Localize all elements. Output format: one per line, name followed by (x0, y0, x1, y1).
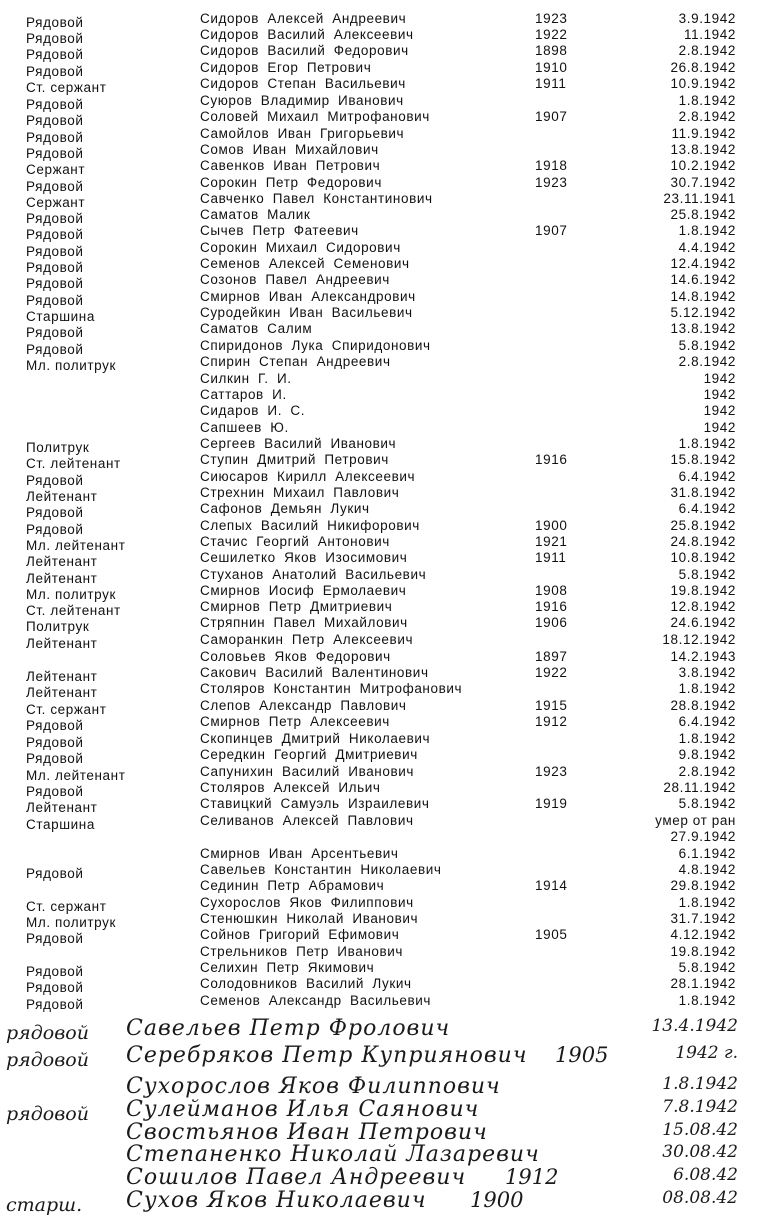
record-year: 1923 (535, 764, 568, 779)
record-name: Сычев Петр Фатеевич (200, 223, 359, 238)
record-row (0, 944, 760, 960)
record-rank: Лейтенант (26, 489, 98, 504)
record-name: Семенов Алексей Семенович (200, 256, 410, 271)
record-row (0, 289, 760, 308)
record-name: Слепых Василий Никифорович (200, 518, 420, 533)
record-rank: Рядовой (26, 260, 84, 275)
record-year: 1922 (535, 665, 568, 680)
record-date: 1.8.1942 (678, 93, 736, 108)
record-name: Сидоров Степан Васильевич (200, 76, 406, 91)
record-name: Сидоров Алексей Андреевич (200, 11, 407, 26)
record-row (0, 813, 760, 832)
handwritten-name: Степаненко Николай Лазаревич (126, 1142, 540, 1167)
record-rank: Политрук (26, 440, 90, 455)
record-date: 30.7.1942 (670, 175, 736, 190)
record-rank: Рядовой (26, 64, 84, 79)
record-row (0, 878, 760, 894)
record-name: Савельев Константин Николаевич (200, 862, 442, 877)
record-name: Ставицкий Самуэль Израилевич (200, 796, 430, 811)
record-date: 25.8.1942 (670, 207, 736, 222)
record-rank: Рядовой (26, 227, 84, 242)
handwritten-name: Сухорослов Яков Филиппович (126, 1074, 501, 1099)
record-row (0, 93, 760, 112)
record-name: Столяров Алексей Ильич (200, 780, 381, 795)
record-rank: Рядовой (26, 31, 84, 46)
record-row (0, 175, 760, 194)
record-name: Сешилетко Яков Изосимович (200, 550, 408, 565)
record-name: Суродейкин Иван Васильевич (200, 305, 413, 320)
record-rank: Рядовой (26, 473, 84, 488)
record-name: Середкин Георгий Дмитриевич (200, 747, 418, 762)
record-row (0, 550, 760, 569)
record-rank: Рядовой (26, 130, 84, 145)
record-date: умер от ран (655, 813, 736, 828)
record-name: Савченко Павел Константинович (200, 191, 433, 206)
record-row (0, 895, 760, 914)
record-rank: Рядовой (26, 997, 84, 1012)
record-row (0, 338, 760, 357)
record-rank: Мл. политрук (26, 915, 116, 930)
record-name: Селиванов Алексей Павлович (200, 813, 414, 828)
record-row (0, 960, 760, 979)
record-date: 28.1.1942 (670, 976, 736, 991)
handwritten-name: Сошилов Павел Андреевич (126, 1165, 467, 1190)
record-date: 5.8.1942 (678, 960, 736, 975)
record-date: 6.4.1942 (678, 714, 736, 729)
record-date: 24.8.1942 (670, 534, 736, 549)
record-row (0, 846, 760, 862)
record-name: Смирнов Иван Александрович (200, 289, 416, 304)
record-date: 1942 (703, 371, 736, 386)
handwritten-year: 1912 (505, 1165, 559, 1189)
handwritten-rank: рядовой (6, 1103, 89, 1125)
record-date: 28.11.1942 (663, 780, 736, 795)
record-rank: Сержант (26, 162, 86, 177)
record-name: Соловей Михаил Митрофанович (200, 109, 430, 124)
record-date: 4.12.1942 (670, 927, 736, 942)
record-year: 1914 (535, 878, 568, 893)
record-date: 24.6.1942 (670, 615, 736, 630)
record-row (0, 272, 760, 291)
record-date: 27.9.1942 (670, 829, 736, 844)
record-year: 1921 (535, 534, 568, 549)
record-date: 3.9.1942 (678, 11, 736, 26)
record-date: 1.8.1942 (678, 993, 736, 1008)
record-year: 1898 (535, 43, 568, 58)
record-year: 1912 (535, 714, 568, 729)
record-row (0, 583, 760, 602)
record-year: 1905 (535, 927, 568, 942)
record-row (0, 615, 760, 634)
handwritten-date: 30.08.42 (662, 1142, 738, 1162)
record-rank: Рядовой (26, 735, 84, 750)
record-year: 1907 (535, 223, 568, 238)
record-rank: Рядовой (26, 113, 84, 128)
record-row (0, 305, 760, 324)
record-name: Сойнов Григорий Ефимович (200, 927, 400, 942)
record-name: Сакович Василий Валентинович (200, 665, 429, 680)
record-date: 11.9.1942 (671, 126, 736, 141)
record-row (0, 927, 760, 946)
record-year: 1911 (535, 550, 567, 565)
record-rank: Лейтенант (26, 685, 98, 700)
record-rank: Рядовой (26, 931, 84, 946)
record-row (0, 256, 760, 275)
handwritten-date: 6.08.42 (673, 1165, 738, 1185)
record-row (0, 142, 760, 161)
record-rank: Лейтенант (26, 669, 98, 684)
record-rank: Мл. политрук (26, 587, 116, 602)
record-name: Сидоров Василий Алексеевич (200, 27, 414, 42)
record-name: Стряпнин Павел Михайлович (200, 615, 408, 630)
record-row (0, 911, 760, 930)
handwritten-date: 13.4.1942 (651, 1016, 738, 1036)
record-date: 6.4.1942 (678, 469, 736, 484)
record-row (0, 731, 760, 750)
record-year: 1916 (535, 599, 568, 614)
handwritten-name: Сухов Яков Николаевич (126, 1188, 427, 1213)
record-name: Стуханов Анатолий Васильевич (200, 567, 427, 582)
record-row (0, 240, 760, 259)
record-name: Стрельников Петр Иванович (200, 944, 404, 959)
record-year: 1910 (535, 60, 568, 75)
record-name: Сухорослов Яков Филиппович (200, 895, 414, 910)
handwritten-date: 1.8.1942 (662, 1074, 738, 1094)
record-date: 1.8.1942 (678, 681, 736, 696)
record-rank: Ст. лейтенант (26, 456, 121, 471)
record-row (0, 420, 760, 436)
record-date: 4.4.1942 (678, 240, 736, 255)
record-name: Сидаров И. С. (200, 403, 306, 418)
record-name: Слепов Александр Павлович (200, 698, 407, 713)
handwritten-date: 08.08.42 (662, 1188, 738, 1208)
record-row (0, 862, 760, 881)
record-rank: Ст. лейтенант (26, 603, 121, 618)
record-name: Саттаров И. (200, 387, 287, 402)
record-name: Семенов Александр Васильевич (200, 993, 431, 1008)
record-date: 12.8.1942 (670, 599, 736, 614)
record-date: 1.8.1942 (678, 436, 736, 451)
record-rank: Ст. сержант (26, 702, 107, 717)
record-name: Сергеев Василий Иванович (200, 436, 397, 451)
record-date: 2.8.1942 (678, 43, 736, 58)
record-name: Суюров Владимир Иванович (200, 93, 404, 108)
record-date: 26.8.1942 (670, 60, 736, 75)
record-rank: Лейтенант (26, 571, 98, 586)
record-name: Ступин Дмитрий Петрович (200, 452, 389, 467)
record-name: Стрехнин Михаил Павлович (200, 485, 400, 500)
record-date: 10.9.1942 (670, 76, 736, 91)
handwritten-row (0, 1043, 760, 1069)
record-name: Сиюсаров Кирилл Алексеевич (200, 469, 416, 484)
handwritten-date: 1942 г. (675, 1043, 738, 1063)
record-year: 1906 (535, 615, 568, 630)
record-row (0, 191, 760, 210)
record-date: 10.8.1942 (670, 550, 736, 565)
handwritten-year: 1900 (470, 1188, 524, 1212)
record-row (0, 43, 760, 62)
handwritten-row (0, 1188, 760, 1214)
record-rank: Рядовой (26, 784, 84, 799)
record-date: 6.1.1942 (678, 846, 736, 861)
record-name: Скопинцев Дмитрий Николаевич (200, 731, 431, 746)
record-year: 1918 (535, 158, 568, 173)
record-name: Спирин Степан Андреевич (200, 354, 391, 369)
record-name: Сорокин Михаил Сидорович (200, 240, 401, 255)
record-name: Стачис Георгий Антонович (200, 534, 390, 549)
record-name: Смирнов Иван Арсентьевич (200, 846, 399, 861)
record-row (0, 485, 760, 504)
record-date: 2.8.1942 (678, 764, 736, 779)
record-name: Сомов Иван Михайлович (200, 142, 379, 157)
record-date: 10.2.1942 (670, 158, 736, 173)
record-name: Солодовников Василий Лукич (200, 976, 412, 991)
record-rank: Мл. политрук (26, 358, 116, 373)
record-date: 11.1942 (684, 27, 736, 42)
record-rank: Рядовой (26, 276, 84, 291)
record-row (0, 534, 760, 553)
record-date: 19.8.1942 (670, 583, 736, 598)
handwritten-name: Свостьянов Иван Петрович (126, 1120, 488, 1145)
record-name: Савенков Иван Петрович (200, 158, 381, 173)
record-row (0, 599, 760, 618)
record-row (0, 747, 760, 766)
record-row (0, 780, 760, 799)
record-row (0, 452, 760, 471)
record-row (0, 976, 760, 995)
record-name: Смирнов Петр Алексеевич (200, 714, 390, 729)
handwritten-rank: рядовой (6, 1049, 89, 1071)
record-rank: Рядовой (26, 325, 84, 340)
record-rank: Рядовой (26, 980, 84, 995)
record-date: 5.8.1942 (678, 796, 736, 811)
record-rank: Лейтенант (26, 636, 98, 651)
record-date: 9.8.1942 (678, 747, 736, 762)
record-row (0, 321, 760, 340)
record-date: 18.12.1942 (662, 632, 736, 647)
record-rank: Рядовой (26, 964, 84, 979)
record-year: 1911 (535, 76, 567, 91)
record-row (0, 796, 760, 815)
record-date: 14.6.1942 (670, 272, 736, 287)
record-rank: Сержант (26, 195, 86, 210)
record-row (0, 126, 760, 145)
record-rank: Старшина (26, 309, 95, 324)
record-date: 4.8.1942 (678, 862, 736, 877)
record-row (0, 76, 760, 95)
record-date: 1.8.1942 (678, 895, 736, 910)
handwritten-date: 15.08.42 (662, 1120, 738, 1140)
record-year: 1900 (535, 518, 568, 533)
record-row (0, 436, 760, 455)
record-date: 14.8.1942 (670, 289, 736, 304)
record-rank: Рядовой (26, 211, 84, 226)
record-row (0, 158, 760, 177)
record-rank: Рядовой (26, 15, 84, 30)
record-row (0, 469, 760, 488)
record-rank: Рядовой (26, 522, 84, 537)
record-row (0, 354, 760, 373)
record-date: 13.8.1942 (670, 142, 736, 157)
record-row (0, 109, 760, 128)
record-row (0, 993, 760, 1012)
record-name: Сапшеев Ю. (200, 420, 289, 435)
record-row (0, 60, 760, 79)
record-date: 19.8.1942 (670, 944, 736, 959)
record-name: Сединин Петр Абрамович (200, 878, 385, 893)
record-name: Саматов Салим (200, 321, 313, 336)
handwritten-rank: рядовой (6, 1022, 89, 1044)
record-rank: Ст. сержант (26, 80, 107, 95)
record-row (0, 714, 760, 733)
record-row (0, 518, 760, 537)
record-rank: Рядовой (26, 505, 84, 520)
record-date: 15.8.1942 (670, 452, 736, 467)
record-name: Самойлов Иван Григорьевич (200, 126, 405, 141)
record-name: Саматов Малик (200, 207, 311, 222)
handwritten-name: Серебряков Петр Куприянович (126, 1043, 528, 1068)
record-year: 1915 (535, 698, 568, 713)
record-row (0, 632, 760, 651)
record-name: Сапунихин Василий Иванович (200, 764, 415, 779)
record-row (0, 681, 760, 700)
record-date: 1942 (703, 387, 736, 402)
record-name: Селихин Петр Якимович (200, 960, 375, 975)
record-date: 14.2.1943 (670, 649, 736, 664)
record-date: 31.7.1942 (670, 911, 736, 926)
record-rank: Ст. сержант (26, 899, 107, 914)
record-name: Сидоров Егор Петрович (200, 60, 372, 75)
record-date: 13.8.1942 (670, 321, 736, 336)
record-name: Саморанкин Петр Алексеевич (200, 632, 414, 647)
record-rank: Мл. лейтенант (26, 768, 126, 783)
record-name: Сорокин Петр Федорович (200, 175, 382, 190)
record-year: 1916 (535, 452, 568, 467)
record-row (0, 764, 760, 783)
record-rank: Рядовой (26, 47, 84, 62)
record-date: 2.8.1942 (678, 354, 736, 369)
record-rank: Рядовой (26, 342, 84, 357)
record-row (0, 403, 760, 419)
handwritten-name: Савельев Петр Фролович (126, 1016, 451, 1041)
record-rank: Мл. лейтенант (26, 538, 126, 553)
record-row (0, 11, 760, 30)
record-year: 1923 (535, 175, 568, 190)
record-rank: Старшина (26, 817, 95, 832)
record-rank: Рядовой (26, 866, 84, 881)
record-date: 2.8.1942 (678, 109, 736, 124)
record-rank: Лейтенант (26, 800, 98, 815)
record-name: Силкин Г. И. (200, 371, 292, 386)
record-rank: Политрук (26, 619, 90, 634)
record-rank: Рядовой (26, 179, 84, 194)
handwritten-row (0, 1016, 760, 1042)
record-year: 1919 (535, 796, 568, 811)
record-date: 1.8.1942 (678, 731, 736, 746)
handwritten-date: 7.8.1942 (662, 1097, 738, 1117)
record-date: 5.8.1942 (678, 567, 736, 582)
record-date: 23.11.1941 (663, 191, 736, 206)
handwritten-year: 1905 (555, 1043, 609, 1067)
record-rank: Рядовой (26, 97, 84, 112)
record-rank: Рядовой (26, 293, 84, 308)
record-name: Созонов Павел Андреевич (200, 272, 390, 287)
record-rank: Рядовой (26, 146, 84, 161)
record-date: 25.8.1942 (670, 518, 736, 533)
record-date: 5.12.1942 (670, 305, 736, 320)
record-year: 1908 (535, 583, 568, 598)
record-date: 1942 (703, 403, 736, 418)
record-row (0, 223, 760, 242)
record-rank: Рядовой (26, 751, 84, 766)
record-year: 1897 (535, 649, 568, 664)
record-name: Смирнов Петр Дмитриевич (200, 599, 393, 614)
handwritten-name: Сулейманов Илья Саянович (126, 1097, 480, 1122)
record-row (0, 27, 760, 46)
record-row (0, 665, 760, 684)
record-date: 31.8.1942 (670, 485, 736, 500)
record-row (0, 649, 760, 665)
record-rank: Лейтенант (26, 554, 98, 569)
record-name: Спиридонов Лука Спиридонович (200, 338, 431, 353)
record-row (0, 387, 760, 403)
record-row (0, 371, 760, 387)
record-name: Сафонов Демьян Лукич (200, 501, 370, 516)
record-date: 5.8.1942 (678, 338, 736, 353)
record-rank: Рядовой (26, 718, 84, 733)
record-row (0, 829, 760, 845)
record-row (0, 501, 760, 520)
record-year: 1922 (535, 27, 568, 42)
record-date: 3.8.1942 (678, 665, 736, 680)
record-row (0, 207, 760, 226)
record-date: 6.4.1942 (678, 501, 736, 516)
record-date: 12.4.1942 (670, 256, 736, 271)
record-date: 1.8.1942 (678, 223, 736, 238)
record-date: 29.8.1942 (670, 878, 736, 893)
record-rank: Рядовой (26, 244, 84, 259)
record-name: Соловьев Яков Федорович (200, 649, 391, 664)
record-name: Столяров Константин Митрофанович (200, 681, 463, 696)
record-name: Смирнов Иосиф Ермолаевич (200, 583, 407, 598)
record-date: 28.8.1942 (670, 698, 736, 713)
record-year: 1923 (535, 11, 568, 26)
record-name: Сидоров Василий Федорович (200, 43, 409, 58)
record-row (0, 698, 760, 717)
record-name: Стенюшкин Николай Иванович (200, 911, 419, 926)
record-date: 1942 (703, 420, 736, 435)
handwritten-rank: старш. (6, 1194, 83, 1216)
record-year: 1907 (535, 109, 568, 124)
record-row (0, 567, 760, 586)
